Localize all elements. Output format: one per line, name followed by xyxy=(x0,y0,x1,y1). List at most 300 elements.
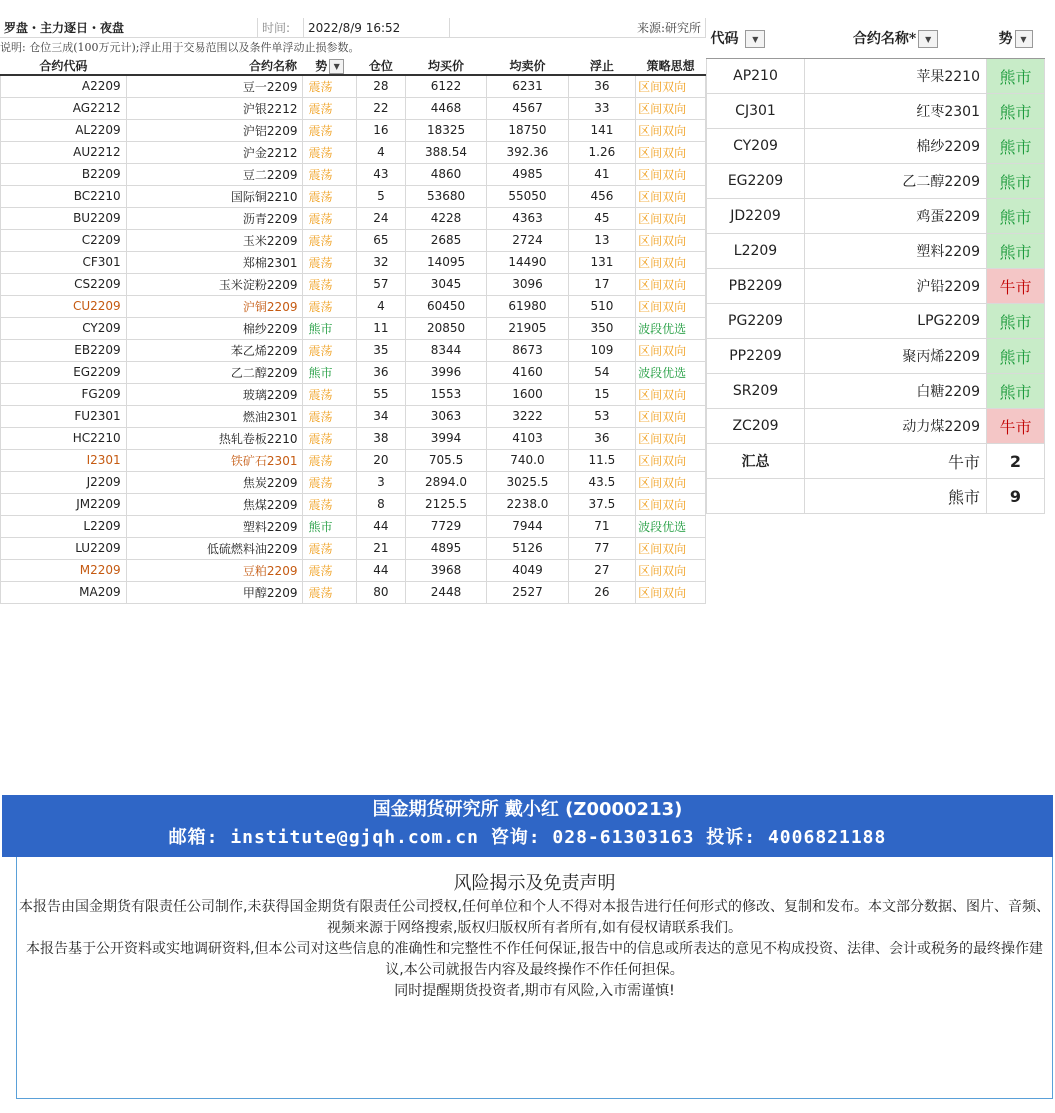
cell-trend: 震荡 xyxy=(303,449,357,471)
source-label: 来源:研究所 xyxy=(450,18,706,38)
cell-strategy: 区间双向 xyxy=(636,163,706,185)
cell-float-stop: 33 xyxy=(568,97,635,119)
cell-code: CS2209 xyxy=(1,273,127,295)
table-row xyxy=(1,185,706,207)
cell-float-stop: 15 xyxy=(568,383,635,405)
cell-avg-sell: 2238.0 xyxy=(487,493,568,515)
cell-name: 铁矿石2301 xyxy=(126,449,303,471)
cell-float-stop: 456 xyxy=(568,185,635,207)
summary-label: 汇总 xyxy=(707,444,805,479)
cell-code: EB2209 xyxy=(1,339,127,361)
cell-avg-sell: 61980 xyxy=(487,295,568,317)
cell-position: 16 xyxy=(356,119,405,141)
cell-trend: 震荡 xyxy=(303,427,357,449)
table-row xyxy=(1,361,706,383)
cell-position: 20 xyxy=(356,449,405,471)
col-header-position: 仓位 xyxy=(356,56,405,75)
cell-trend: 熊市 xyxy=(303,361,357,383)
list-item xyxy=(707,339,1045,374)
cell-trend: 震荡 xyxy=(303,471,357,493)
cell-code: EG2209 xyxy=(1,361,127,383)
cell-float-stop: 71 xyxy=(568,515,635,537)
cell-position: 21 xyxy=(356,537,405,559)
cell-code: HC2210 xyxy=(1,427,127,449)
disclaimer-title: 风险揭示及免责声明 xyxy=(453,873,616,894)
cell-avg-sell: 392.36 xyxy=(487,141,568,163)
cell-strategy: 区间双向 xyxy=(636,97,706,119)
cell-avg-buy: 1553 xyxy=(405,383,486,405)
cell-avg-buy: 8344 xyxy=(405,339,486,361)
cell-float-stop: 37.5 xyxy=(568,493,635,515)
cell-code: FU2301 xyxy=(1,405,127,427)
table-row xyxy=(1,471,706,493)
cell-avg-buy: 2448 xyxy=(405,581,486,603)
cell-float-stop: 510 xyxy=(568,295,635,317)
cell-avg-sell: 740.0 xyxy=(487,449,568,471)
cell-code: FG209 xyxy=(1,383,127,405)
time-label: 时间: xyxy=(258,18,304,38)
cell-strategy: 波段优选 xyxy=(636,515,706,537)
side-cell-name: 白糖2209 xyxy=(805,374,987,409)
cell-code: M2209 xyxy=(1,559,127,581)
side-col-header-name: 合约名称* ▼ xyxy=(805,18,987,59)
cell-trend: 震荡 xyxy=(303,251,357,273)
cell-name: 低硫燃料油2209 xyxy=(126,537,303,559)
col-header-avg-buy: 均买价 xyxy=(405,56,486,75)
cell-strategy: 区间双向 xyxy=(636,537,706,559)
cell-avg-buy: 4468 xyxy=(405,97,486,119)
col-header-strategy: 策略思想 xyxy=(636,56,706,75)
cell-float-stop: 1.26 xyxy=(568,141,635,163)
cell-name: 豆二2209 xyxy=(126,163,303,185)
cell-strategy: 区间双向 xyxy=(636,119,706,141)
side-cell-trend: 熊市 xyxy=(987,234,1045,269)
cell-name: 燃油2301 xyxy=(126,405,303,427)
cell-position: 28 xyxy=(356,75,405,97)
cell-avg-buy: 2125.5 xyxy=(405,493,486,515)
side-cell-trend: 熊市 xyxy=(987,129,1045,164)
cell-trend: 震荡 xyxy=(303,559,357,581)
table-row xyxy=(1,251,706,273)
cell-position: 57 xyxy=(356,273,405,295)
cell-position: 65 xyxy=(356,229,405,251)
cell-position: 44 xyxy=(356,515,405,537)
side-cell-trend: 熊市 xyxy=(987,374,1045,409)
cell-float-stop: 53 xyxy=(568,405,635,427)
cell-code: BU2209 xyxy=(1,207,127,229)
cell-trend: 震荡 xyxy=(303,339,357,361)
table-row xyxy=(1,119,706,141)
cell-float-stop: 26 xyxy=(568,581,635,603)
cell-trend: 震荡 xyxy=(303,273,357,295)
cell-position: 4 xyxy=(356,295,405,317)
cell-position: 24 xyxy=(356,207,405,229)
cell-code: BC2210 xyxy=(1,185,127,207)
disclaimer-paragraph-1: 本报告由国金期货有限责任公司制作,未获得国金期货有限责任公司授权,任何单位和个人不得对本报告进行任何形式的修改、复制和发布。本文部分数据、图片、音频、视频来源于网络搜索,版权归版权所有者所有,如有侵权请联系我们。 xyxy=(19,899,1050,936)
cell-name: 苯乙烯2209 xyxy=(126,339,303,361)
cell-strategy: 区间双向 xyxy=(636,141,706,163)
list-item xyxy=(707,234,1045,269)
cell-strategy: 区间双向 xyxy=(636,405,706,427)
cell-position: 8 xyxy=(356,493,405,515)
cell-trend: 震荡 xyxy=(303,75,357,97)
table-row xyxy=(1,273,706,295)
cell-name: 热轧卷板2210 xyxy=(126,427,303,449)
cell-avg-buy: 3996 xyxy=(405,361,486,383)
disclaimer-paragraph-3: 同时提醒期货投资者,期市有风险,入市需谨慎! xyxy=(394,983,675,999)
cell-name: 玻璃2209 xyxy=(126,383,303,405)
cell-position: 5 xyxy=(356,185,405,207)
cell-name: 塑料2209 xyxy=(126,515,303,537)
side-cell-code: PG2209 xyxy=(707,304,805,339)
side-cell-name: LPG2209 xyxy=(805,304,987,339)
cell-code: LU2209 xyxy=(1,537,127,559)
side-cell-name: 乙二醇2209 xyxy=(805,164,987,199)
cell-position: 36 xyxy=(356,361,405,383)
cell-name: 甲醇2209 xyxy=(126,581,303,603)
cell-strategy: 区间双向 xyxy=(636,493,706,515)
cell-trend: 熊市 xyxy=(303,317,357,339)
cell-float-stop: 11.5 xyxy=(568,449,635,471)
cell-trend: 震荡 xyxy=(303,97,357,119)
cell-position: 35 xyxy=(356,339,405,361)
table-row xyxy=(1,75,706,97)
cell-float-stop: 41 xyxy=(568,163,635,185)
cell-strategy: 区间双向 xyxy=(636,581,706,603)
filter-dropdown-icon[interactable]: ▼ xyxy=(329,59,344,74)
filter-dropdown-icon[interactable]: ▼ xyxy=(918,30,938,48)
bear-count: 9 xyxy=(987,479,1045,514)
cell-avg-sell: 6231 xyxy=(487,75,568,97)
cell-code: B2209 xyxy=(1,163,127,185)
cell-trend: 震荡 xyxy=(303,295,357,317)
filter-active-icon[interactable]: ▼ xyxy=(1015,30,1033,48)
cell-avg-buy: 3994 xyxy=(405,427,486,449)
bull-label: 牛市 xyxy=(805,444,987,479)
cell-strategy: 区间双向 xyxy=(636,559,706,581)
cell-strategy: 区间双向 xyxy=(636,75,706,97)
cell-position: 22 xyxy=(356,97,405,119)
main-table-header xyxy=(1,56,706,75)
note-text: 说明: 仓位三成(100万元计);浮止用于交易范围以及条件单浮动止损参数。 xyxy=(0,41,360,54)
side-cell-name: 苹果2210 xyxy=(805,59,987,94)
cell-float-stop: 36 xyxy=(568,75,635,97)
cell-name: 沪银2212 xyxy=(126,97,303,119)
cell-position: 34 xyxy=(356,405,405,427)
side-cell-code: SR209 xyxy=(707,374,805,409)
cell-position: 43 xyxy=(356,163,405,185)
table-row xyxy=(1,493,706,515)
cell-trend: 震荡 xyxy=(303,229,357,251)
side-cell-name: 红枣2301 xyxy=(805,94,987,129)
side-cell-trend: 牛市 xyxy=(987,269,1045,304)
cell-trend: 震荡 xyxy=(303,141,357,163)
time-value: 2022/8/9 16:52 xyxy=(304,18,450,38)
list-item xyxy=(707,374,1045,409)
list-item xyxy=(707,269,1045,304)
side-col-header-code: 代码 ▼ xyxy=(707,18,805,59)
cell-code: AU2212 xyxy=(1,141,127,163)
cell-avg-sell: 55050 xyxy=(487,185,568,207)
cell-strategy: 区间双向 xyxy=(636,295,706,317)
cell-avg-sell: 4363 xyxy=(487,207,568,229)
side-cell-code: ZC209 xyxy=(707,409,805,444)
cell-avg-buy: 3045 xyxy=(405,273,486,295)
cell-avg-buy: 20850 xyxy=(405,317,486,339)
cell-avg-buy: 705.5 xyxy=(405,449,486,471)
summary-blank-cell xyxy=(707,479,805,514)
table-row xyxy=(1,141,706,163)
cell-float-stop: 350 xyxy=(568,317,635,339)
side-cell-trend: 熊市 xyxy=(987,164,1045,199)
side-cell-name: 聚丙烯2209 xyxy=(805,339,987,374)
cell-code: CU2209 xyxy=(1,295,127,317)
table-row xyxy=(1,339,706,361)
side-cell-name: 棉纱2209 xyxy=(805,129,987,164)
side-cell-code: CY209 xyxy=(707,129,805,164)
cell-float-stop: 27 xyxy=(568,559,635,581)
cell-name: 焦煤2209 xyxy=(126,493,303,515)
bull-count: 2 xyxy=(987,444,1045,479)
cell-code: J2209 xyxy=(1,471,127,493)
cell-strategy: 区间双向 xyxy=(636,251,706,273)
cell-avg-sell: 7944 xyxy=(487,515,568,537)
col-header-code: 合约代码 xyxy=(1,56,127,75)
cell-code: C2209 xyxy=(1,229,127,251)
cell-float-stop: 43.5 xyxy=(568,471,635,493)
cell-avg-buy: 6122 xyxy=(405,75,486,97)
cell-avg-buy: 53680 xyxy=(405,185,486,207)
cell-strategy: 区间双向 xyxy=(636,383,706,405)
cell-float-stop: 131 xyxy=(568,251,635,273)
cell-code: AG2212 xyxy=(1,97,127,119)
filter-dropdown-icon[interactable]: ▼ xyxy=(745,30,765,48)
cell-trend: 震荡 xyxy=(303,537,357,559)
cell-avg-buy: 7729 xyxy=(405,515,486,537)
list-item xyxy=(707,304,1045,339)
cell-position: 44 xyxy=(356,559,405,581)
cell-avg-buy: 3968 xyxy=(405,559,486,581)
cell-strategy: 波段优选 xyxy=(636,317,706,339)
table-row xyxy=(1,537,706,559)
table-row xyxy=(1,559,706,581)
cell-avg-sell: 4567 xyxy=(487,97,568,119)
cell-name: 焦炭2209 xyxy=(126,471,303,493)
side-cell-code: PB2209 xyxy=(707,269,805,304)
cell-name: 棉纱2209 xyxy=(126,317,303,339)
cell-strategy: 区间双向 xyxy=(636,427,706,449)
cell-trend: 震荡 xyxy=(303,581,357,603)
disclaimer-box xyxy=(16,857,1053,1099)
side-cell-code: JD2209 xyxy=(707,199,805,234)
cell-position: 3 xyxy=(356,471,405,493)
cell-float-stop: 36 xyxy=(568,427,635,449)
bear-label: 熊市 xyxy=(805,479,987,514)
side-cell-trend: 熊市 xyxy=(987,94,1045,129)
list-item xyxy=(707,129,1045,164)
list-item xyxy=(707,409,1045,444)
cell-strategy: 区间双向 xyxy=(636,185,706,207)
table-row xyxy=(1,317,706,339)
cell-strategy: 波段优选 xyxy=(636,361,706,383)
cell-trend: 震荡 xyxy=(303,383,357,405)
cell-name: 沪铝2209 xyxy=(126,119,303,141)
table-row xyxy=(1,405,706,427)
summary-row-bear xyxy=(707,479,1045,514)
cell-code: AL2209 xyxy=(1,119,127,141)
cell-name: 玉米2209 xyxy=(126,229,303,251)
side-cell-name: 鸡蛋2209 xyxy=(805,199,987,234)
list-item xyxy=(707,94,1045,129)
cell-float-stop: 45 xyxy=(568,207,635,229)
cell-name: 乙二醇2209 xyxy=(126,361,303,383)
cell-trend: 震荡 xyxy=(303,185,357,207)
cell-trend: 震荡 xyxy=(303,493,357,515)
side-cell-code: EG2209 xyxy=(707,164,805,199)
cell-avg-buy: 4860 xyxy=(405,163,486,185)
side-col-header-trend: 势 ▼ xyxy=(987,18,1045,59)
cell-avg-buy: 3063 xyxy=(405,405,486,427)
cell-float-stop: 13 xyxy=(568,229,635,251)
table-row xyxy=(1,515,706,537)
cell-avg-sell: 8673 xyxy=(487,339,568,361)
cell-avg-buy: 2894.0 xyxy=(405,471,486,493)
side-cell-trend: 牛市 xyxy=(987,409,1045,444)
cell-code: CY209 xyxy=(1,317,127,339)
cell-trend: 震荡 xyxy=(303,119,357,141)
cell-avg-buy: 388.54 xyxy=(405,141,486,163)
cell-avg-sell: 2527 xyxy=(487,581,568,603)
cell-position: 11 xyxy=(356,317,405,339)
cell-name: 豆粕2209 xyxy=(126,559,303,581)
cell-avg-sell: 1600 xyxy=(487,383,568,405)
side-cell-trend: 熊市 xyxy=(987,339,1045,374)
table-row xyxy=(1,229,706,251)
cell-strategy: 区间双向 xyxy=(636,339,706,361)
cell-avg-sell: 14490 xyxy=(487,251,568,273)
table-row xyxy=(1,449,706,471)
cell-avg-buy: 2685 xyxy=(405,229,486,251)
cell-avg-sell: 18750 xyxy=(487,119,568,141)
col-header-trend: 势 ▼ xyxy=(303,56,357,75)
side-cell-trend: 熊市 xyxy=(987,59,1045,94)
summary-row-bull xyxy=(707,444,1045,479)
cell-avg-buy: 4228 xyxy=(405,207,486,229)
cell-avg-sell: 3096 xyxy=(487,273,568,295)
main-header-row xyxy=(0,18,706,40)
cell-avg-sell: 2724 xyxy=(487,229,568,251)
side-cell-trend: 熊市 xyxy=(987,199,1045,234)
side-cell-code: CJ301 xyxy=(707,94,805,129)
side-cell-trend: 熊市 xyxy=(987,304,1045,339)
cell-avg-sell: 4985 xyxy=(487,163,568,185)
cell-position: 55 xyxy=(356,383,405,405)
banner-author: 国金期货研究所 戴小红 (Z0000213) xyxy=(372,799,683,820)
cell-float-stop: 17 xyxy=(568,273,635,295)
trend-summary-header xyxy=(707,18,1045,59)
cell-float-stop: 54 xyxy=(568,361,635,383)
disclaimer-paragraph-2: 本报告基于公开资料或实地调研资料,但本公司对这些信息的准确性和完整性不作任何保证,报告中的信息或所表达的意见不构成投资、法律、会计或税务的最终操作建议,本公司就报告内容及最终操作不作任何担保。 xyxy=(26,941,1043,978)
banner-contact: 邮箱: institute@gjqh.com.cn 咨询: 028-61303163 投诉: 4006821188 xyxy=(168,827,887,848)
side-cell-code: L2209 xyxy=(707,234,805,269)
cell-position: 80 xyxy=(356,581,405,603)
table-row xyxy=(1,295,706,317)
cell-trend: 震荡 xyxy=(303,405,357,427)
cell-code: CF301 xyxy=(1,251,127,273)
cell-avg-buy: 18325 xyxy=(405,119,486,141)
cell-name: 沪铜2209 xyxy=(126,295,303,317)
cell-trend: 震荡 xyxy=(303,207,357,229)
main-table xyxy=(0,56,706,604)
side-cell-name: 沪铅2209 xyxy=(805,269,987,304)
cell-strategy: 区间双向 xyxy=(636,471,706,493)
cell-code: I2301 xyxy=(1,449,127,471)
cell-code: A2209 xyxy=(1,75,127,97)
table-row xyxy=(1,163,706,185)
cell-strategy: 区间双向 xyxy=(636,449,706,471)
cell-avg-sell: 3222 xyxy=(487,405,568,427)
cell-trend: 震荡 xyxy=(303,163,357,185)
cell-code: MA209 xyxy=(1,581,127,603)
table-row xyxy=(1,97,706,119)
col-header-avg-sell: 均卖价 xyxy=(487,56,568,75)
cell-name: 沥青2209 xyxy=(126,207,303,229)
cell-code: JM2209 xyxy=(1,493,127,515)
cell-avg-sell: 5126 xyxy=(487,537,568,559)
cell-avg-sell: 4049 xyxy=(487,559,568,581)
side-cell-name: 塑料2209 xyxy=(805,234,987,269)
cell-float-stop: 141 xyxy=(568,119,635,141)
cell-avg-sell: 4160 xyxy=(487,361,568,383)
side-cell-code: PP2209 xyxy=(707,339,805,374)
cell-float-stop: 77 xyxy=(568,537,635,559)
table-row xyxy=(1,207,706,229)
cell-avg-sell: 4103 xyxy=(487,427,568,449)
cell-avg-buy: 60450 xyxy=(405,295,486,317)
cell-position: 38 xyxy=(356,427,405,449)
contact-banner xyxy=(2,795,1053,857)
trend-summary-table xyxy=(706,18,1045,514)
cell-avg-sell: 21905 xyxy=(487,317,568,339)
cell-trend: 熊市 xyxy=(303,515,357,537)
cell-name: 郑棉2301 xyxy=(126,251,303,273)
cell-strategy: 区间双向 xyxy=(636,273,706,295)
table-row xyxy=(1,581,706,603)
cell-name: 沪金2212 xyxy=(126,141,303,163)
list-item xyxy=(707,164,1045,199)
col-header-float-stop: 浮止 xyxy=(568,56,635,75)
cell-name: 玉米淀粉2209 xyxy=(126,273,303,295)
list-item xyxy=(707,199,1045,234)
cell-strategy: 区间双向 xyxy=(636,229,706,251)
cell-strategy: 区间双向 xyxy=(636,207,706,229)
cell-name: 豆一2209 xyxy=(126,75,303,97)
side-cell-name: 动力煤2209 xyxy=(805,409,987,444)
cell-avg-buy: 4895 xyxy=(405,537,486,559)
table-row xyxy=(1,427,706,449)
side-cell-code: AP210 xyxy=(707,59,805,94)
cell-name: 国际铜2210 xyxy=(126,185,303,207)
cell-position: 32 xyxy=(356,251,405,273)
cell-position: 4 xyxy=(356,141,405,163)
col-header-name: 合约名称 xyxy=(126,56,303,75)
table-row xyxy=(1,383,706,405)
cell-float-stop: 109 xyxy=(568,339,635,361)
list-item xyxy=(707,59,1045,94)
cell-avg-buy: 14095 xyxy=(405,251,486,273)
cell-avg-sell: 3025.5 xyxy=(487,471,568,493)
report-title: 罗盘・主力逐日・夜盘 xyxy=(0,18,258,38)
